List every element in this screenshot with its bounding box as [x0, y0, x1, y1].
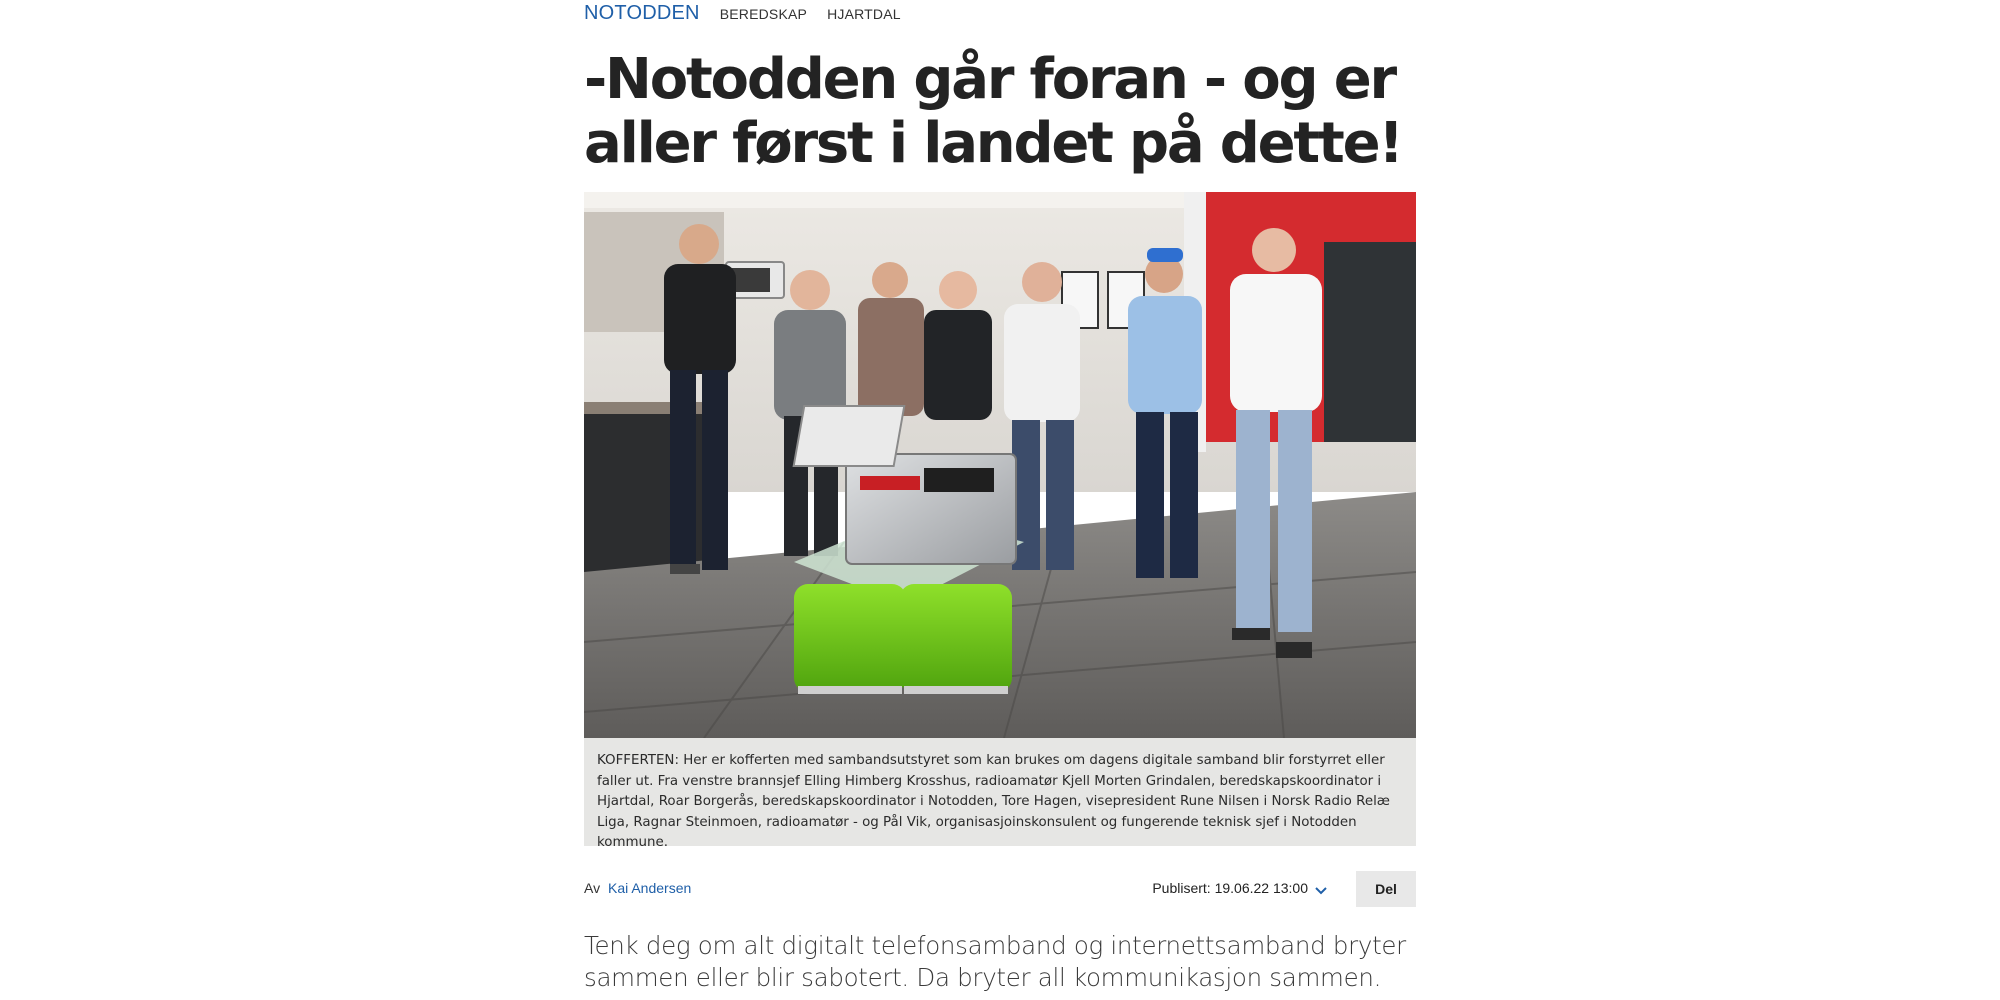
article-headline: -Notodden går foran - og er aller først i landet på dette! — [584, 47, 1402, 176]
article-photo — [584, 192, 1416, 738]
byline — [584, 880, 691, 896]
tag-hjartdal[interactable]: HJARTDAL — [827, 6, 901, 22]
author-link[interactable]: Kai Andersen — [607, 880, 692, 896]
tag-beredskap[interactable]: BEREDSKAP — [719, 6, 808, 22]
photo-illustration — [584, 192, 1416, 738]
tag-row — [584, 2, 901, 30]
share-button[interactable]: Del — [1356, 871, 1416, 907]
tag-notodden[interactable]: NOTODDEN — [584, 2, 700, 24]
published-label: Publisert: 19.06.22 13:00 — [1152, 880, 1308, 896]
byline-prefix: Av — [584, 880, 601, 896]
article-lead: Tenk deg om alt digitalt telefonsamband og internettsamband bryter sammen eller blir sabotert. Da bryter all kommunikasjon sammen. — [584, 931, 1406, 992]
published-toggle[interactable] — [1152, 880, 1328, 896]
chevron-down-icon — [1314, 883, 1328, 893]
photo-caption: KOFFERTEN: Her er kofferten med sambandsutstyret som kan brukes om dagens digitale samband blir forstyrret eller faller ut. Fra venstre brannsjef Elling Himberg Krosshus, radioamatør Kjell Morten Grindalen, beredskapskoordinator i Hjartdal, Roar Borgerås, beredskapskoordinator i Notodden, Tore Hagen, visepresident Rune Nilsen i Norsk Radio Relæ Liga, Ragnar Steinmoen, radioamatør - og Pål Vik, organisasjoinskonsulent og fungerende teknisk sjef i Notodden kommune. — [584, 738, 1416, 846]
